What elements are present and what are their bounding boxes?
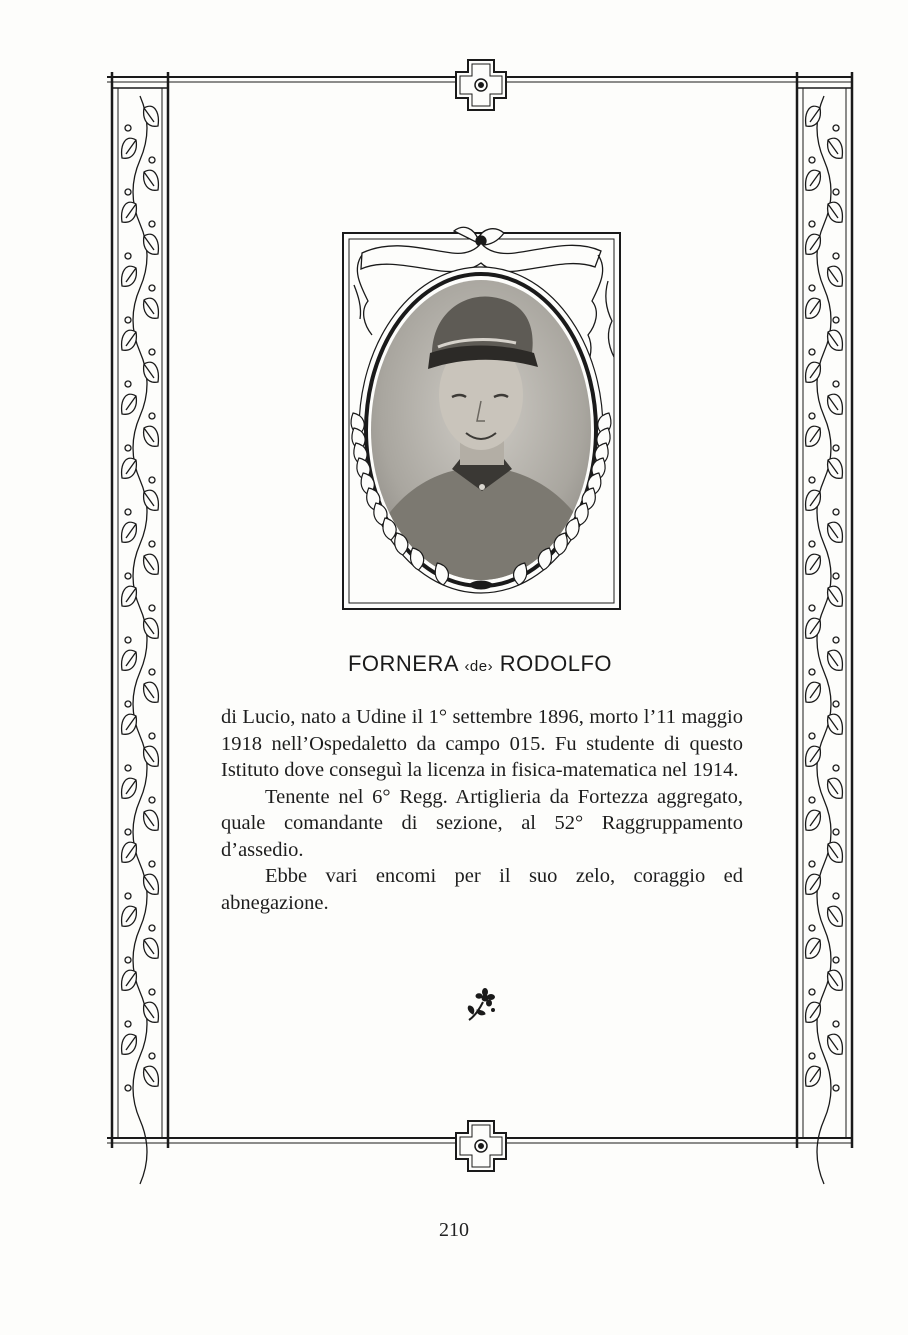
vine-berry	[809, 925, 815, 931]
vine-leaf	[122, 394, 137, 414]
vine-leaf	[144, 554, 159, 574]
vine-berry	[833, 1021, 839, 1027]
vine-leaf	[828, 650, 843, 670]
vine-leaf	[144, 170, 159, 190]
vine-berry	[149, 989, 155, 995]
vine-berry	[125, 381, 131, 387]
vine-leaf	[828, 714, 843, 734]
vine-berry	[809, 1053, 815, 1059]
vine-leaf	[828, 842, 843, 862]
vine-stem	[133, 96, 147, 1184]
vine-berry	[809, 989, 815, 995]
vine-leaf	[806, 490, 821, 510]
vine-berry	[125, 189, 131, 195]
vine-leaf	[806, 618, 821, 638]
left-vine-panel	[112, 72, 168, 1184]
name-particle: ‹de›	[464, 658, 494, 675]
vine-leaf	[144, 810, 159, 830]
vine-leaf	[806, 426, 821, 446]
vine-berry	[833, 253, 839, 259]
vine-berry	[125, 765, 131, 771]
vine-leaf	[144, 362, 159, 382]
vine-berry	[149, 797, 155, 803]
vine-leaf	[144, 234, 159, 254]
vine-berry	[833, 381, 839, 387]
vine-leaf	[806, 298, 821, 318]
vine-leaf	[806, 938, 821, 958]
vine-leaf	[122, 138, 137, 158]
vine-berry	[833, 445, 839, 451]
vine-berry	[809, 413, 815, 419]
vine-leaf	[122, 906, 137, 926]
vine-berry	[149, 861, 155, 867]
vine-leaf	[122, 330, 137, 350]
vine-leaf	[806, 874, 821, 894]
vine-leaf	[122, 202, 137, 222]
vine-leaf	[144, 746, 159, 766]
vine-berry	[125, 253, 131, 259]
vine-berry	[809, 541, 815, 547]
vine-leaf	[828, 970, 843, 990]
vine-berry	[809, 349, 815, 355]
vine-berry	[833, 189, 839, 195]
vine-berry	[149, 413, 155, 419]
vine-leaf	[144, 618, 159, 638]
vine-berry	[833, 573, 839, 579]
vine-berry	[149, 541, 155, 547]
vine-leaf	[122, 778, 137, 798]
vine-leaf	[828, 778, 843, 798]
vine-berry	[833, 1085, 839, 1091]
vine-leaf	[122, 1034, 137, 1054]
vine-leaf	[828, 906, 843, 926]
vine-berry	[125, 573, 131, 579]
vine-leaf	[144, 106, 159, 126]
vine-leaf	[122, 970, 137, 990]
vine-berry	[809, 285, 815, 291]
vine-berry	[149, 669, 155, 675]
vine-leaf	[144, 426, 159, 446]
vine-leaf	[828, 330, 843, 350]
vine-leaf	[806, 170, 821, 190]
vine-berry	[149, 157, 155, 163]
page-number: 210	[439, 1219, 469, 1241]
vine-berry	[125, 637, 131, 643]
vine-berry	[149, 605, 155, 611]
right-vine-panel	[797, 72, 852, 1184]
vine-berry	[809, 605, 815, 611]
vine-berry	[833, 125, 839, 131]
vine-berry	[809, 797, 815, 803]
vine-leaf	[144, 1002, 159, 1022]
biography-text	[221, 704, 743, 916]
vine-berry	[833, 509, 839, 515]
flower-sprig-icon	[463, 988, 499, 1024]
vine-berry	[149, 221, 155, 227]
vine-berry	[149, 477, 155, 483]
vine-berry	[809, 861, 815, 867]
top-cross-emblem	[456, 60, 506, 110]
vine-leaf	[806, 1066, 821, 1086]
portrait-frame	[342, 225, 621, 611]
vine-leaf	[144, 682, 159, 702]
given-name: RODOLFO	[499, 651, 613, 676]
vine-leaf	[144, 490, 159, 510]
vine-berry	[149, 1053, 155, 1059]
vine-berry	[833, 317, 839, 323]
vine-leaf	[806, 362, 821, 382]
vine-stem	[817, 96, 831, 1184]
vine-leaf	[122, 586, 137, 606]
vine-berry	[809, 733, 815, 739]
vine-leaf	[144, 1066, 159, 1086]
vine-berry	[125, 829, 131, 835]
vine-leaf	[122, 842, 137, 862]
vine-berry	[125, 445, 131, 451]
vine-leaf	[806, 746, 821, 766]
vine-berry	[125, 701, 131, 707]
vine-berry	[125, 125, 131, 131]
vine-berry	[149, 285, 155, 291]
vine-leaf	[828, 458, 843, 478]
vine-leaf	[828, 266, 843, 286]
vine-berry	[833, 957, 839, 963]
vine-leaf	[122, 522, 137, 542]
vine-leaf	[122, 458, 137, 478]
vine-leaf	[828, 394, 843, 414]
vine-berry	[809, 221, 815, 227]
vine-leaf	[828, 1034, 843, 1054]
vine-leaf	[144, 874, 159, 894]
vine-leaf	[806, 106, 821, 126]
vine-leaf	[806, 682, 821, 702]
vine-leaf	[806, 1002, 821, 1022]
vine-berry	[125, 957, 131, 963]
vine-berry	[833, 765, 839, 771]
vine-berry	[809, 477, 815, 483]
vine-berry	[833, 829, 839, 835]
vine-berry	[125, 1021, 131, 1027]
vine-leaf	[122, 650, 137, 670]
vine-leaf	[122, 266, 137, 286]
paragraph-1: di Lucio, nato a Udine il 1° settembre 1896, morto l’11 maggio 1918 nell’Ospedaletto da campo 015. Fu studente di questo Istituto dove conseguì la licenza in fisica-matematica nel 1914.	[221, 706, 743, 781]
vine-leaf	[828, 202, 843, 222]
vine-leaf	[828, 138, 843, 158]
vine-berry	[149, 925, 155, 931]
vine-berry	[809, 669, 815, 675]
vine-berry	[149, 349, 155, 355]
vine-leaf	[144, 938, 159, 958]
vine-leaf	[806, 554, 821, 574]
paragraph-3: Ebbe vari encomi per il suo zelo, coraggio ed abnegazione.	[221, 865, 743, 914]
vine-leaf	[806, 234, 821, 254]
vine-leaf	[144, 298, 159, 318]
vine-leaf	[122, 714, 137, 734]
vine-berry	[125, 317, 131, 323]
person-name-heading	[220, 651, 740, 677]
vine-berry	[125, 509, 131, 515]
vine-berry	[125, 893, 131, 899]
vine-berry	[149, 733, 155, 739]
surname: FORNERA	[347, 651, 458, 676]
vine-leaf	[806, 810, 821, 830]
vine-leaf	[828, 522, 843, 542]
vine-berry	[125, 1085, 131, 1091]
vine-berry	[833, 893, 839, 899]
vine-berry	[809, 157, 815, 163]
vine-berry	[833, 637, 839, 643]
vine-berry	[833, 701, 839, 707]
bottom-cross-emblem	[456, 1121, 506, 1171]
vine-leaf	[828, 586, 843, 606]
paragraph-2: Tenente nel 6° Regg. Artiglieria da Fortezza aggregato, quale comandante di sezione, al 52° Raggruppamento d’assedio.	[221, 785, 743, 861]
